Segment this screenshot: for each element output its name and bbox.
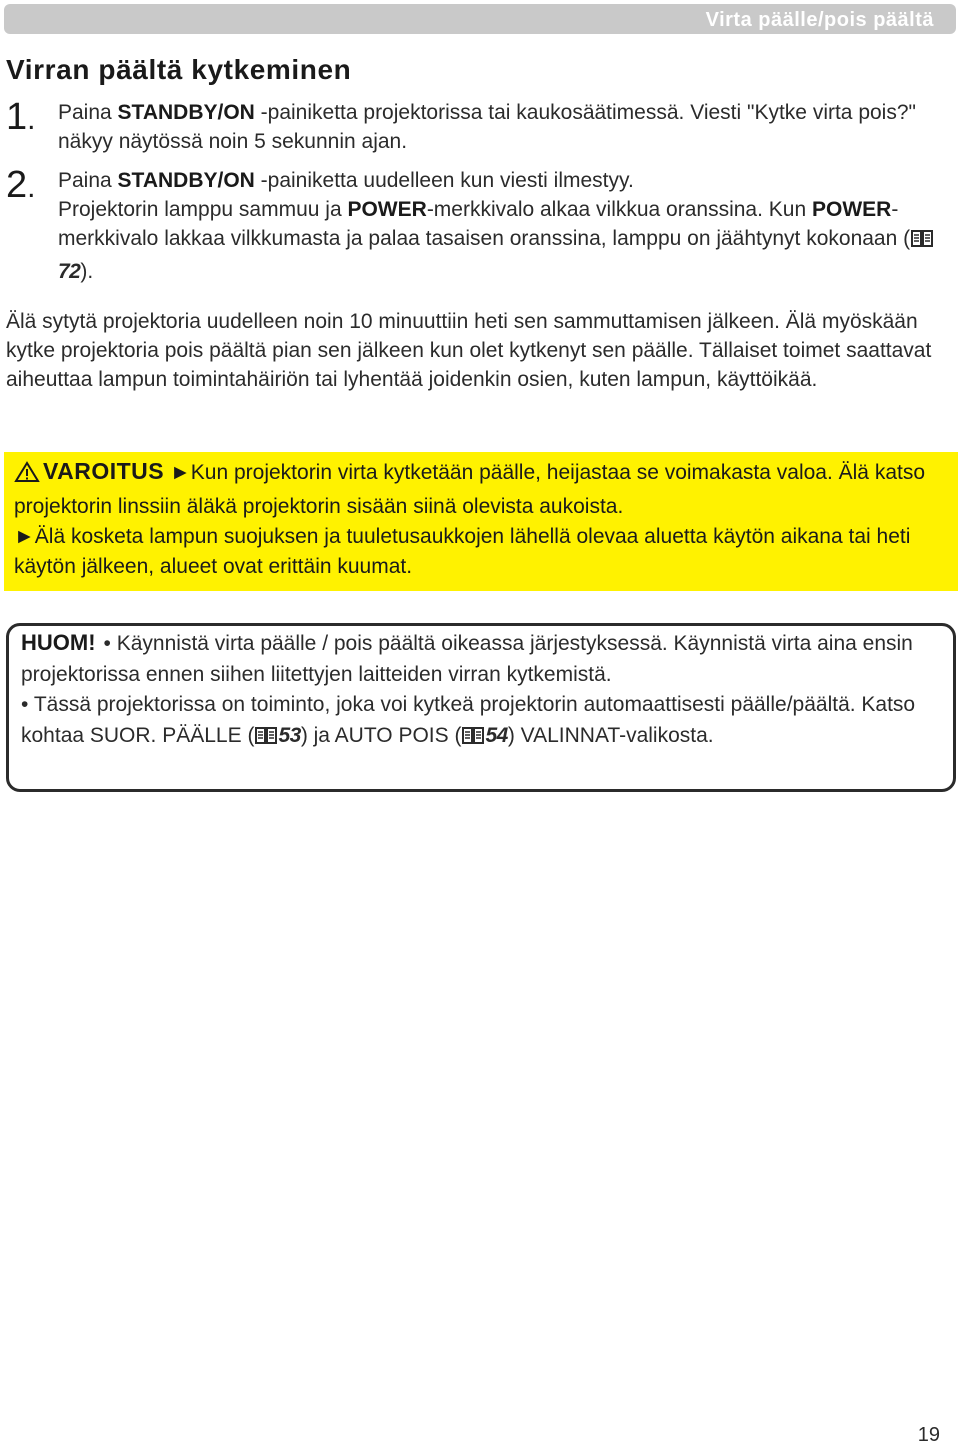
arrow-icon: ►: [14, 525, 35, 548]
book-icon: [462, 725, 484, 756]
warning-text: VAROITUS ►Kun projektorin virta kytketään päälle, heijastaa se voimakasta valoa. Älä katso projektorin linssiin äläkä projektorin sisään siinä olevista aukoista. ►Älä kosketa lampun suojuksen ja tuuletusaukkojen lähellä olevaa aluetta käytön aikana tai heti käytön jälkeen, alueet ovat erittäin kuumat.: [14, 458, 926, 578]
step-number: 1.: [6, 96, 36, 138]
book-icon: [255, 725, 277, 756]
step-number: 2.: [6, 164, 36, 206]
arrow-icon: ►: [169, 461, 191, 484]
warning-label: VAROITUS: [43, 458, 165, 484]
section-header: Virta päälle/pois päältä: [705, 9, 934, 31]
note-text: HUOM! • Käynnistä virta päälle / pois päältä oikeassa järjestyksessä. Käynnistä virta aina ensin projektorissa ennen siihen liitettyjen laitteiden virran kytkemistä. • Tässä projektorissa on toiminto, joka voi kytkeä projektorin automaattisesti päälle/päältä. Katso kohtaa SUOR. PÄÄLLE ( 53) ja AUTO POIS ( 54) VALINNAT-valikosta.: [21, 628, 943, 755]
warning-triangle-icon: [14, 461, 40, 492]
page-reference[interactable]: 54: [485, 723, 508, 747]
page-reference[interactable]: 72: [58, 260, 81, 283]
page-reference[interactable]: 53: [278, 723, 301, 747]
note-box: [6, 623, 956, 792]
book-icon: [911, 228, 933, 257]
warning-box: [4, 452, 958, 591]
page-number: 19: [917, 1424, 940, 1446]
header-bar: [4, 4, 956, 34]
note-label: HUOM!: [21, 630, 96, 655]
step-text: Paina STANDBY/ON -painiketta uudelleen kun viesti ilmestyy. Projektorin lamppu sammuu ja POWER-merkkivalo alkaa vilkkua oranssina. Kun POWER-merkkivalo lakkaa vilkkumasta ja palaa tasaisen oranssina, lamppu on jäähtynyt kokonaan (72).: [58, 166, 938, 286]
caution-paragraph: Älä sytytä projektoria uudelleen noin 10 minuuttiin heti sen sammuttamisen jälkeen. Älä myöskään kytke projektoria pois päältä pian sen jälkeen kun olet kytkenyt sen päälle. Tällaiset toimet saattavat aiheuttaa lampun toimintahäiriön tai lyhentää joidenkin osien, kuten lampun, käyttöikää.: [6, 310, 932, 391]
page-title: Virran päältä kytkeminen: [6, 54, 352, 85]
step-text: Paina STANDBY/ON -painiketta projektorissa tai kaukosäätimessä. Viesti "Kytke virta pois?" näkyy näytössä noin 5 sekunnin ajan.: [58, 101, 916, 153]
